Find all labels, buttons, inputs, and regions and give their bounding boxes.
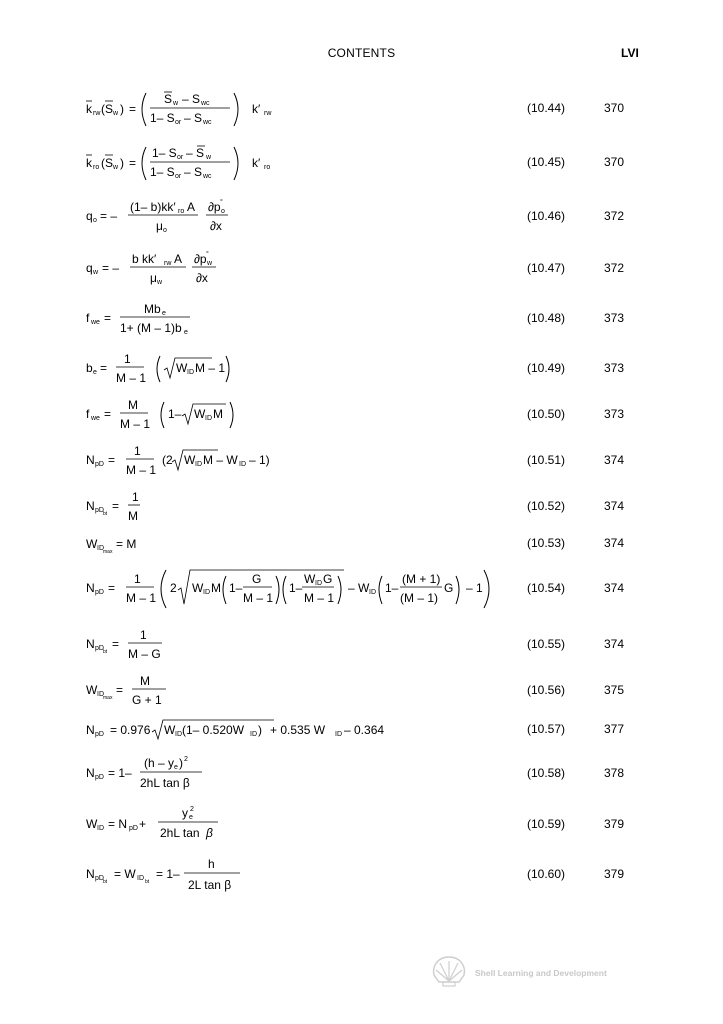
svg-text:W: W <box>86 683 98 697</box>
svg-text:pD: pD <box>95 875 104 882</box>
equation-formula <box>86 300 506 338</box>
svg-text:o: o <box>221 208 225 215</box>
equation-formula <box>86 250 506 288</box>
svg-text:(2: (2 <box>162 453 173 467</box>
svg-text:ID: ID <box>97 825 104 832</box>
svg-text:W: W <box>164 723 176 737</box>
svg-text:): ) <box>179 756 183 770</box>
svg-text:W: W <box>176 361 188 375</box>
svg-text:W: W <box>86 537 98 551</box>
svg-text:N: N <box>86 723 95 737</box>
svg-text:=: = <box>104 407 112 421</box>
svg-text:e: e <box>184 329 188 336</box>
svg-text:2hL tan: 2hL tan <box>160 826 200 840</box>
equation-page: 372 <box>604 209 625 223</box>
svg-text:ID: ID <box>239 461 246 468</box>
equation-row <box>0 754 723 794</box>
svg-text:= N: = N <box>108 817 128 831</box>
svg-text:W: W <box>184 453 196 467</box>
equation-number: (10.56) <box>527 683 566 697</box>
svg-text:bt: bt <box>103 511 108 517</box>
svg-text:or: or <box>175 119 182 126</box>
svg-text:M – 1: M – 1 <box>126 463 157 477</box>
svg-text:– 1: – 1 <box>466 581 483 595</box>
svg-text:=: = <box>104 311 112 325</box>
svg-text:(1– 0.520W: (1– 0.520W <box>182 723 245 737</box>
equation-page: 379 <box>604 817 625 831</box>
svg-text:°: ° <box>206 251 209 258</box>
equation-row <box>0 300 723 338</box>
svg-text:ID: ID <box>97 545 104 552</box>
equation-formula <box>86 804 506 844</box>
svg-text:M: M <box>140 674 150 688</box>
svg-text:or: or <box>175 173 182 180</box>
svg-text:2: 2 <box>190 806 194 813</box>
svg-text:e: e <box>174 764 178 771</box>
svg-text:f: f <box>86 407 90 421</box>
svg-text:G: G <box>323 572 333 586</box>
equation-formula <box>86 566 506 612</box>
svg-text:A: A <box>174 252 183 266</box>
equation-number: (10.47) <box>527 261 566 275</box>
svg-text:k: k <box>86 102 92 116</box>
svg-text:+ 0.535 W: + 0.535 W <box>270 723 326 737</box>
equation-page: 375 <box>604 683 625 697</box>
svg-text:w: w <box>207 260 213 267</box>
svg-text:k′: k′ <box>252 156 261 170</box>
svg-text:1– S: 1– S <box>150 111 175 125</box>
svg-text:h: h <box>208 857 215 871</box>
svg-text:∂x: ∂x <box>196 271 208 285</box>
footer-brand-text: Shell Learning and Development <box>475 968 607 978</box>
svg-text:ID: ID <box>315 580 322 587</box>
svg-text:1+ (M – 1)b: 1+ (M – 1)b <box>120 321 182 335</box>
svg-text:q: q <box>86 209 93 223</box>
svg-text:M – 1: M – 1 <box>304 591 335 605</box>
equation-page: 372 <box>604 261 625 275</box>
equation-number: (10.60) <box>527 867 566 881</box>
page-header-title: CONTENTS <box>327 46 396 60</box>
equation-number: (10.45) <box>527 155 566 169</box>
equation-formula <box>86 350 506 388</box>
shell-logo-icon <box>431 955 467 987</box>
equation-formula <box>86 142 506 184</box>
equation-row <box>0 488 723 526</box>
svg-text:= W: = W <box>114 867 136 881</box>
svg-text:– S: – S <box>182 92 201 106</box>
svg-text:M: M <box>213 407 223 421</box>
svg-text:=: = <box>100 361 108 375</box>
svg-text:(S: (S <box>101 102 113 116</box>
svg-text:G + 1: G + 1 <box>132 693 162 707</box>
equation-row <box>0 396 723 434</box>
svg-text:Mb: Mb <box>144 302 161 316</box>
svg-text:wc: wc <box>203 173 212 180</box>
equation-page: 373 <box>604 311 625 325</box>
svg-text:M – 1: M – 1 <box>195 361 226 375</box>
svg-text:w: w <box>113 164 119 171</box>
equation-page: 374 <box>604 581 625 595</box>
svg-text:M: M <box>211 581 221 595</box>
equation-row <box>0 856 723 896</box>
svg-text:rw: rw <box>164 260 172 267</box>
svg-text:ID: ID <box>335 731 342 738</box>
svg-text:=: = <box>129 156 137 170</box>
svg-text:– S: – S <box>186 146 205 160</box>
svg-text:bt: bt <box>145 879 150 885</box>
svg-text:we: we <box>91 415 100 422</box>
equation-page: 370 <box>604 101 625 115</box>
svg-text:e: e <box>162 310 166 317</box>
equation-number: (10.46) <box>527 209 566 223</box>
svg-text:1: 1 <box>140 628 147 642</box>
svg-text:): ) <box>120 156 124 170</box>
svg-text:bt: bt <box>103 879 108 885</box>
svg-text:pD: pD <box>95 774 104 781</box>
equation-page: 374 <box>604 499 625 513</box>
equation-row <box>0 250 723 288</box>
svg-text:): ) <box>258 723 262 737</box>
svg-text:=: = <box>129 102 137 116</box>
equation-row <box>0 442 723 480</box>
svg-text:W: W <box>192 581 204 595</box>
equation-number: (10.52) <box>527 499 566 513</box>
svg-text:=: = <box>108 453 116 467</box>
svg-text:1–: 1– <box>168 407 182 421</box>
svg-text:=: = <box>108 581 116 595</box>
svg-text:– W: – W <box>348 581 370 595</box>
svg-text:μ: μ <box>156 219 163 233</box>
svg-text:∂p: ∂p <box>208 200 221 214</box>
svg-text:M – W: M – W <box>203 453 238 467</box>
svg-text:pD: pD <box>95 731 104 738</box>
equation-formula <box>86 198 506 236</box>
svg-text:ro: ro <box>93 164 100 171</box>
svg-text:e: e <box>93 369 97 376</box>
equation-row <box>0 350 723 388</box>
svg-text:(h – y: (h – y <box>144 756 175 770</box>
svg-text:(M + 1): (M + 1) <box>402 572 441 586</box>
svg-text:M – 1: M – 1 <box>243 591 274 605</box>
svg-text:w: w <box>173 100 179 107</box>
equation-number: (10.49) <box>527 361 566 375</box>
equation-page: 373 <box>604 407 625 421</box>
svg-text:o: o <box>93 217 97 224</box>
svg-text:ID: ID <box>195 461 202 468</box>
svg-text:1–: 1– <box>289 581 303 595</box>
svg-text:μ: μ <box>150 271 157 285</box>
svg-text:W: W <box>304 572 316 586</box>
equation-row <box>0 672 723 710</box>
svg-text:1–: 1– <box>229 581 243 595</box>
svg-text:∂x: ∂x <box>210 219 222 233</box>
svg-text:1– S: 1– S <box>150 165 175 179</box>
equation-number: (10.58) <box>527 766 566 780</box>
svg-text:1: 1 <box>134 572 141 586</box>
svg-text:pD: pD <box>95 589 104 596</box>
svg-text:N: N <box>86 867 95 881</box>
svg-text:N: N <box>86 581 95 595</box>
svg-text:ID: ID <box>203 589 210 596</box>
equation-formula <box>86 856 506 896</box>
equation-page: 374 <box>604 637 625 651</box>
svg-text:1: 1 <box>134 444 141 458</box>
equation-number: (10.50) <box>527 407 566 421</box>
svg-text:(M – 1): (M – 1) <box>400 591 439 605</box>
svg-text:ro: ro <box>264 164 271 171</box>
equation-row <box>0 198 723 236</box>
equation-formula <box>86 442 506 480</box>
svg-text:w: w <box>157 279 163 286</box>
svg-text:– S: – S <box>184 165 203 179</box>
svg-text:): ) <box>120 102 124 116</box>
equation-row <box>0 804 723 844</box>
svg-text:°: ° <box>220 199 223 206</box>
svg-text:=: = <box>116 683 124 697</box>
svg-text:=: = <box>112 637 120 651</box>
svg-text:M – 1: M – 1 <box>120 417 151 431</box>
equation-number: (10.54) <box>527 581 566 595</box>
svg-text:b: b <box>86 361 93 375</box>
svg-text:G: G <box>252 572 262 586</box>
svg-text:– 1): – 1) <box>249 453 270 467</box>
equation-formula <box>86 534 506 554</box>
equation-number: (10.51) <box>527 453 566 467</box>
equation-row <box>0 534 723 554</box>
svg-text:o: o <box>163 227 167 234</box>
svg-text:+: + <box>139 817 147 831</box>
svg-text:2: 2 <box>184 756 188 763</box>
equation-number: (10.59) <box>527 817 566 831</box>
equation-page: 373 <box>604 361 625 375</box>
svg-text:– 0.364: – 0.364 <box>344 723 385 737</box>
equation-formula <box>86 754 506 794</box>
svg-text:∂p: ∂p <box>194 252 207 266</box>
svg-text:e: e <box>189 814 193 821</box>
svg-text:wc: wc <box>201 100 210 107</box>
equation-formula <box>86 396 506 434</box>
svg-text:y: y <box>182 806 188 820</box>
svg-text:M: M <box>128 398 138 412</box>
equation-number: (10.44) <box>527 101 566 115</box>
svg-text:1– S: 1– S <box>152 146 177 160</box>
svg-text:= 0.976: = 0.976 <box>110 723 151 737</box>
svg-text:wc: wc <box>203 119 212 126</box>
svg-text:w: w <box>93 269 99 276</box>
svg-text:S: S <box>164 92 173 106</box>
equation-page: 377 <box>604 722 625 736</box>
svg-text:M: M <box>128 509 138 523</box>
svg-text:ID: ID <box>205 415 212 422</box>
equation-number: (10.55) <box>527 637 566 651</box>
equation-row <box>0 566 723 612</box>
equation-formula <box>86 88 506 130</box>
equation-number: (10.48) <box>527 311 566 325</box>
equation-formula <box>86 488 506 526</box>
svg-text:pD: pD <box>95 645 104 652</box>
svg-text:M – 1: M – 1 <box>126 591 157 605</box>
svg-text:w: w <box>113 110 119 117</box>
svg-text:N: N <box>86 499 95 513</box>
equation-number: (10.53) <box>527 536 566 550</box>
svg-text:1–: 1– <box>385 581 399 595</box>
svg-text:or: or <box>177 154 184 161</box>
svg-text:k′: k′ <box>252 102 261 116</box>
svg-text:N: N <box>86 453 95 467</box>
equation-row <box>0 88 723 130</box>
svg-text:= 1–: = 1– <box>156 867 180 881</box>
equation-page: 379 <box>604 867 625 881</box>
svg-text:1: 1 <box>132 490 139 504</box>
equation-row <box>0 142 723 184</box>
equation-formula <box>86 718 506 742</box>
svg-text:N: N <box>86 766 95 780</box>
svg-text:(S: (S <box>101 156 113 170</box>
svg-text:pD: pD <box>95 507 104 514</box>
svg-text:ID: ID <box>175 731 182 738</box>
equation-formula <box>86 626 506 664</box>
svg-text:pD: pD <box>129 825 138 832</box>
svg-text:pD: pD <box>95 461 104 468</box>
equation-page: 378 <box>604 766 625 780</box>
svg-text:(1– b)kk′: (1– b)kk′ <box>130 200 176 214</box>
svg-text:ID: ID <box>250 731 257 738</box>
svg-text:A: A <box>187 200 196 214</box>
svg-text:f: f <box>86 311 90 325</box>
svg-text:b kk′: b kk′ <box>132 252 157 266</box>
svg-text:1: 1 <box>124 352 131 366</box>
svg-text:= –: = – <box>102 261 120 275</box>
equation-number: (10.57) <box>527 722 566 736</box>
svg-text:M – G: M – G <box>128 647 161 661</box>
svg-text:β: β <box>206 826 213 840</box>
svg-text:= 1–: = 1– <box>108 766 132 780</box>
svg-text:bt: bt <box>103 649 108 655</box>
footer-branding <box>431 955 651 989</box>
svg-text:– S: – S <box>184 111 203 125</box>
svg-text:ID: ID <box>137 875 144 882</box>
svg-text:W: W <box>194 407 206 421</box>
svg-text:max: max <box>103 695 113 701</box>
svg-text:M – 1: M – 1 <box>116 371 147 385</box>
svg-text:2L tan β: 2L tan β <box>188 878 232 892</box>
svg-text:q: q <box>86 261 93 275</box>
svg-text:ro: ro <box>178 208 185 215</box>
page-number-label: LVI <box>621 46 639 60</box>
svg-text:k: k <box>86 156 92 170</box>
svg-text:G: G <box>444 581 454 595</box>
svg-text:ID: ID <box>187 369 194 376</box>
svg-text:rw: rw <box>93 110 101 117</box>
svg-text:N: N <box>86 637 95 651</box>
svg-text:w: w <box>206 154 212 161</box>
svg-text:ID: ID <box>369 589 376 596</box>
svg-text:= –: = – <box>100 209 118 223</box>
equation-formula <box>86 672 506 710</box>
equation-row <box>0 718 723 742</box>
svg-text:ID: ID <box>97 691 104 698</box>
svg-text:=: = <box>112 499 120 513</box>
svg-text:max: max <box>103 549 113 555</box>
equation-row <box>0 626 723 664</box>
svg-text:W: W <box>86 817 98 831</box>
equation-page: 374 <box>604 453 625 467</box>
svg-text:= M: = M <box>116 537 137 551</box>
equation-page: 374 <box>604 536 625 550</box>
svg-text:we: we <box>91 319 100 326</box>
svg-text:rw: rw <box>264 110 272 117</box>
equation-page: 370 <box>604 155 625 169</box>
svg-text:2hL tan β: 2hL tan β <box>140 776 190 790</box>
svg-text:2: 2 <box>170 581 177 595</box>
